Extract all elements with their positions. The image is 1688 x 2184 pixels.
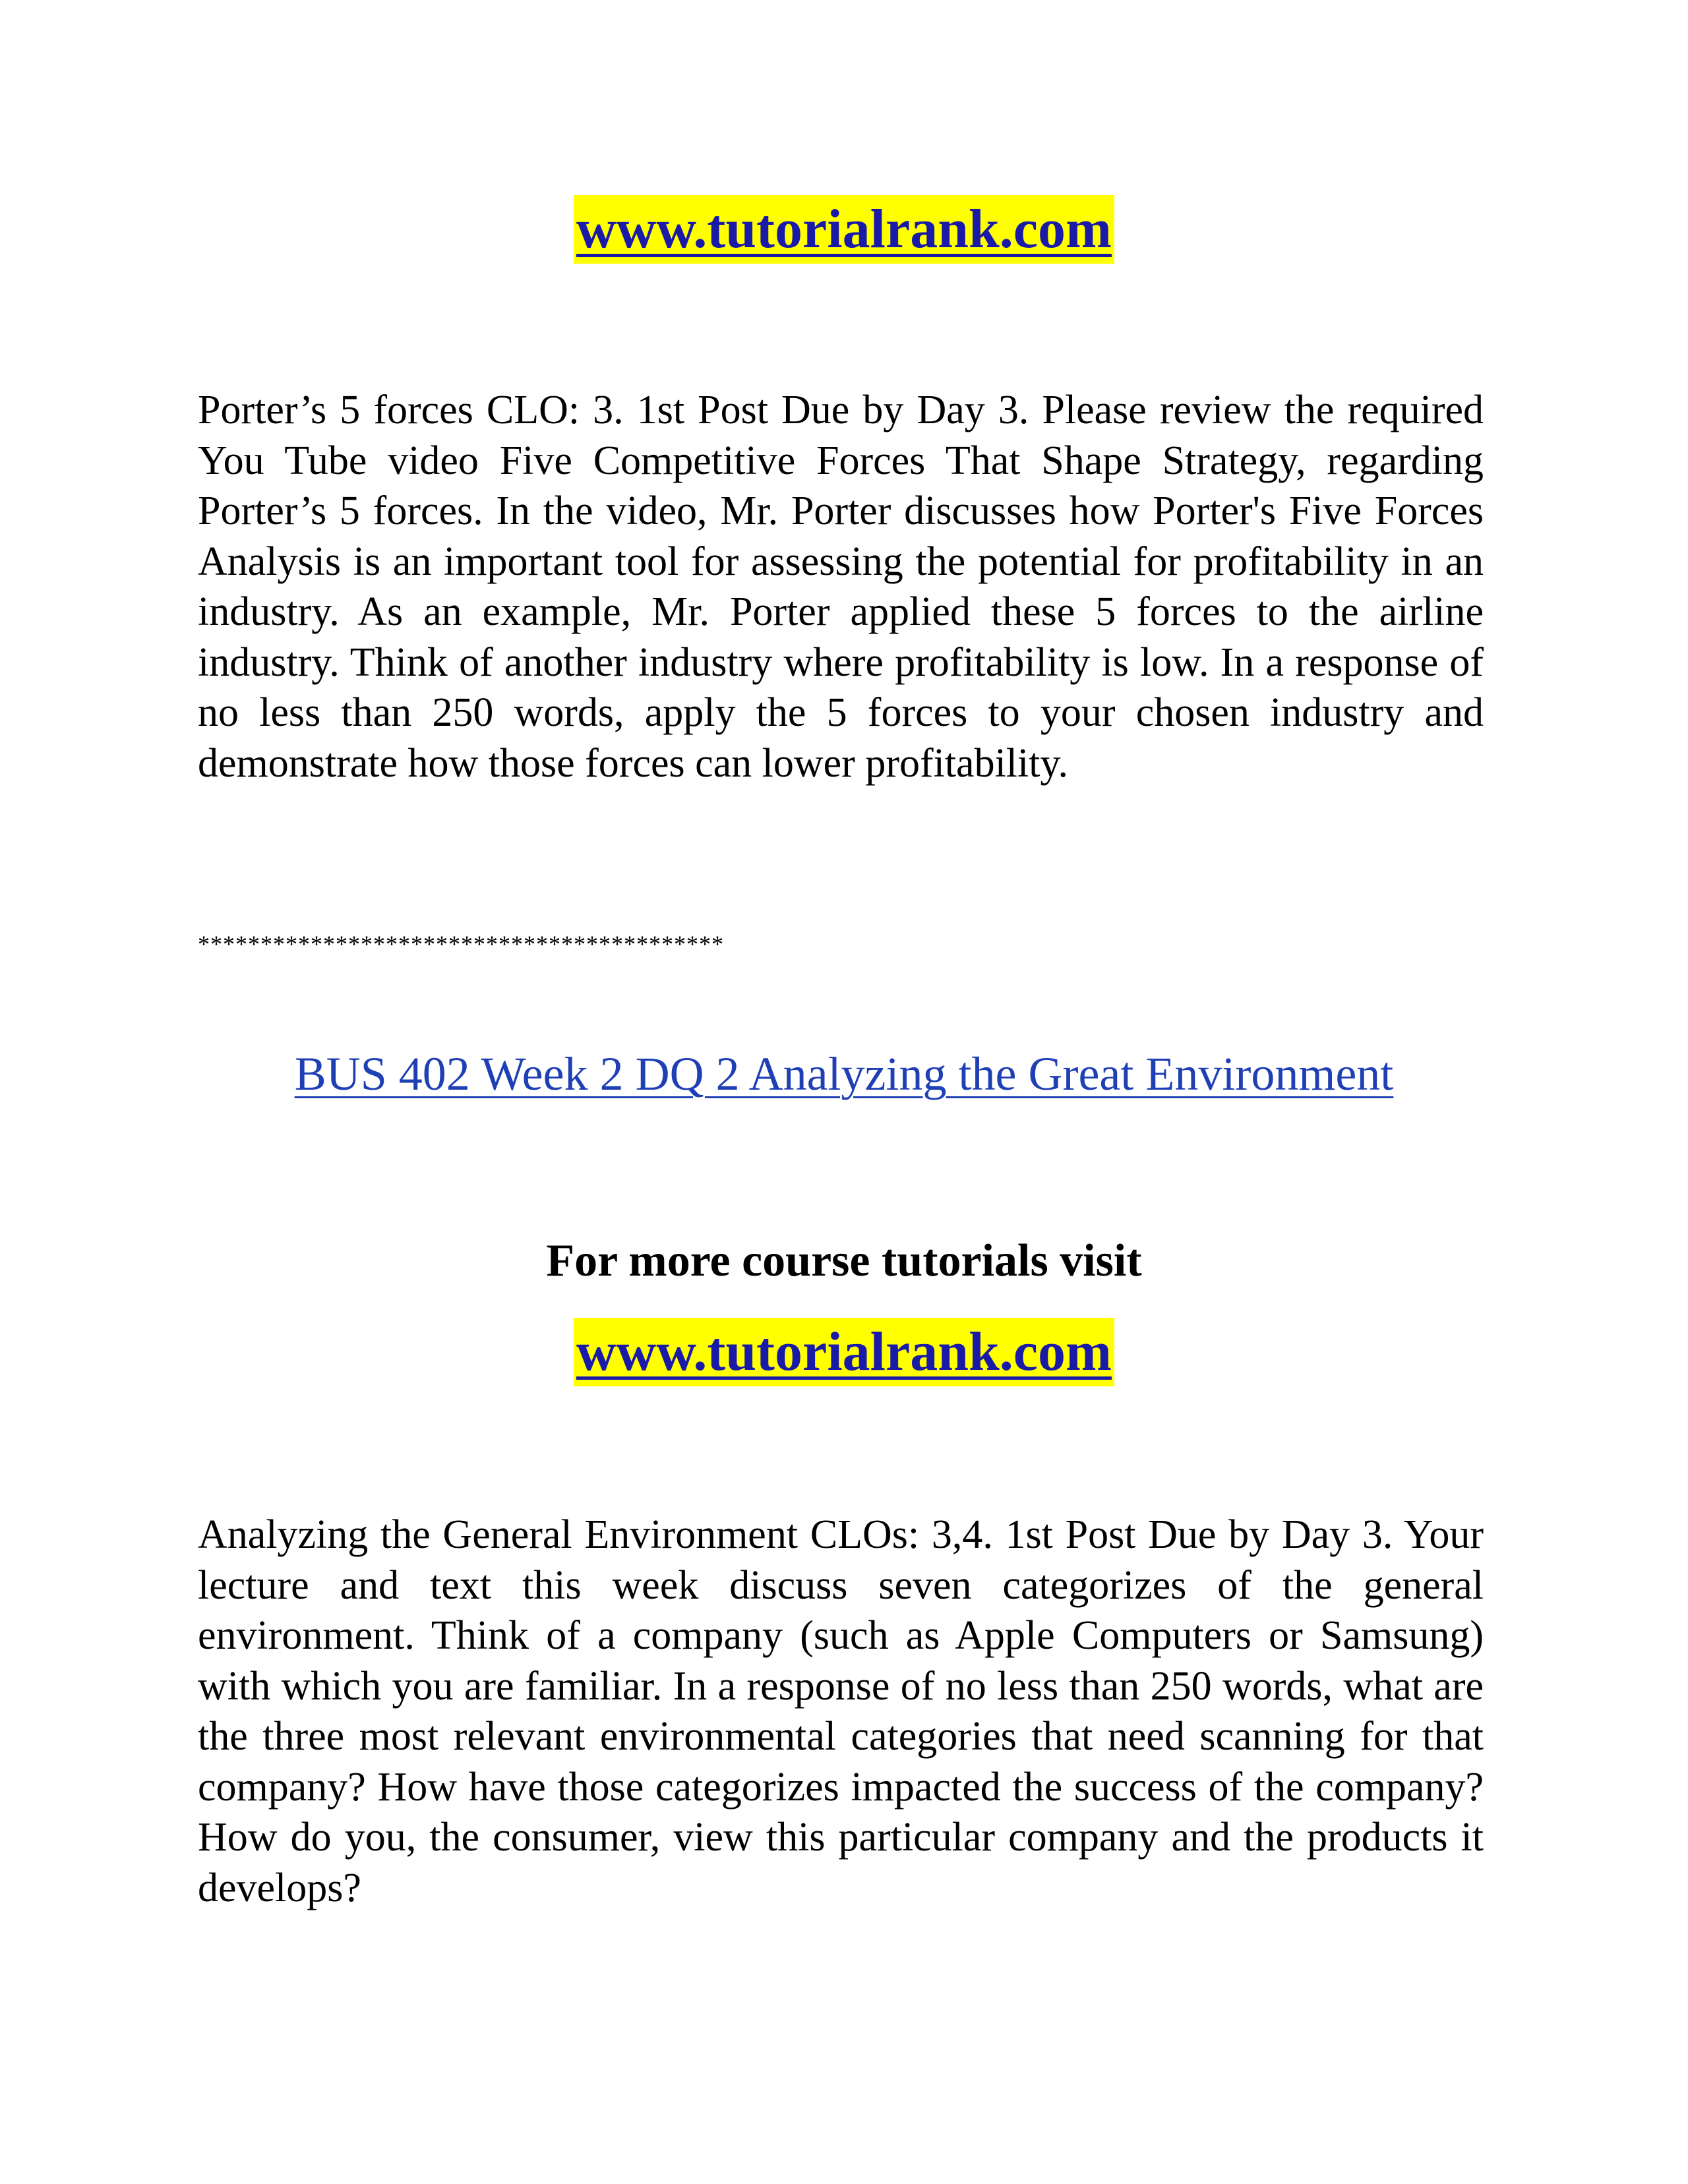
course-link-row [0,1044,1688,1104]
visit-heading-row [0,1231,1688,1291]
course-title-link[interactable]: BUS 402 Week 2 DQ 2 Analyzing the Great Environment [294,1048,1394,1100]
porters-forces-description: Porter’s 5 forces CLO: 3. 1st Post Due by Day 3. Please review the required You Tube video Five Competitive Forces That Shape Strategy, regarding Porter’s 5 forces. In the video, Mr. Porter discusses how Porter's Five Forces Analysis is an important tool for assessing the potential for profitability in an industry. As an example, Mr. Porter applied these 5 forces to the airline industry. Think of another industry where profitability is low. In a response of no less than 250 words, apply the 5 forces to your chosen industry and demonstrate how those forces can lower profitability. [198,388,1484,786]
footer-site-link[interactable]: www.tutorialrank.com [574,1318,1114,1386]
header-link-row [0,195,1688,264]
visit-heading: For more course tutorials visit [546,1235,1142,1286]
general-environment-description: Analyzing the General Environment CLOs: 3,4. 1st Post Due by Day 3. Your lecture and text this week discuss seven categorizes of the general environment. Think of a company (such as Apple Computers or Samsung) with which you are familiar. In a response of no less than 250 words, what are the three most relevant environmental categories that need scanning for that company? How have those categorizes impacted the success of the company? How do you, the consumer, view this particular company and the products it develops? [198,1512,1484,1910]
header-site-link[interactable]: www.tutorialrank.com [574,195,1114,264]
footer-link-row [0,1318,1688,1386]
separator-stars: ****************************************** [198,931,724,957]
